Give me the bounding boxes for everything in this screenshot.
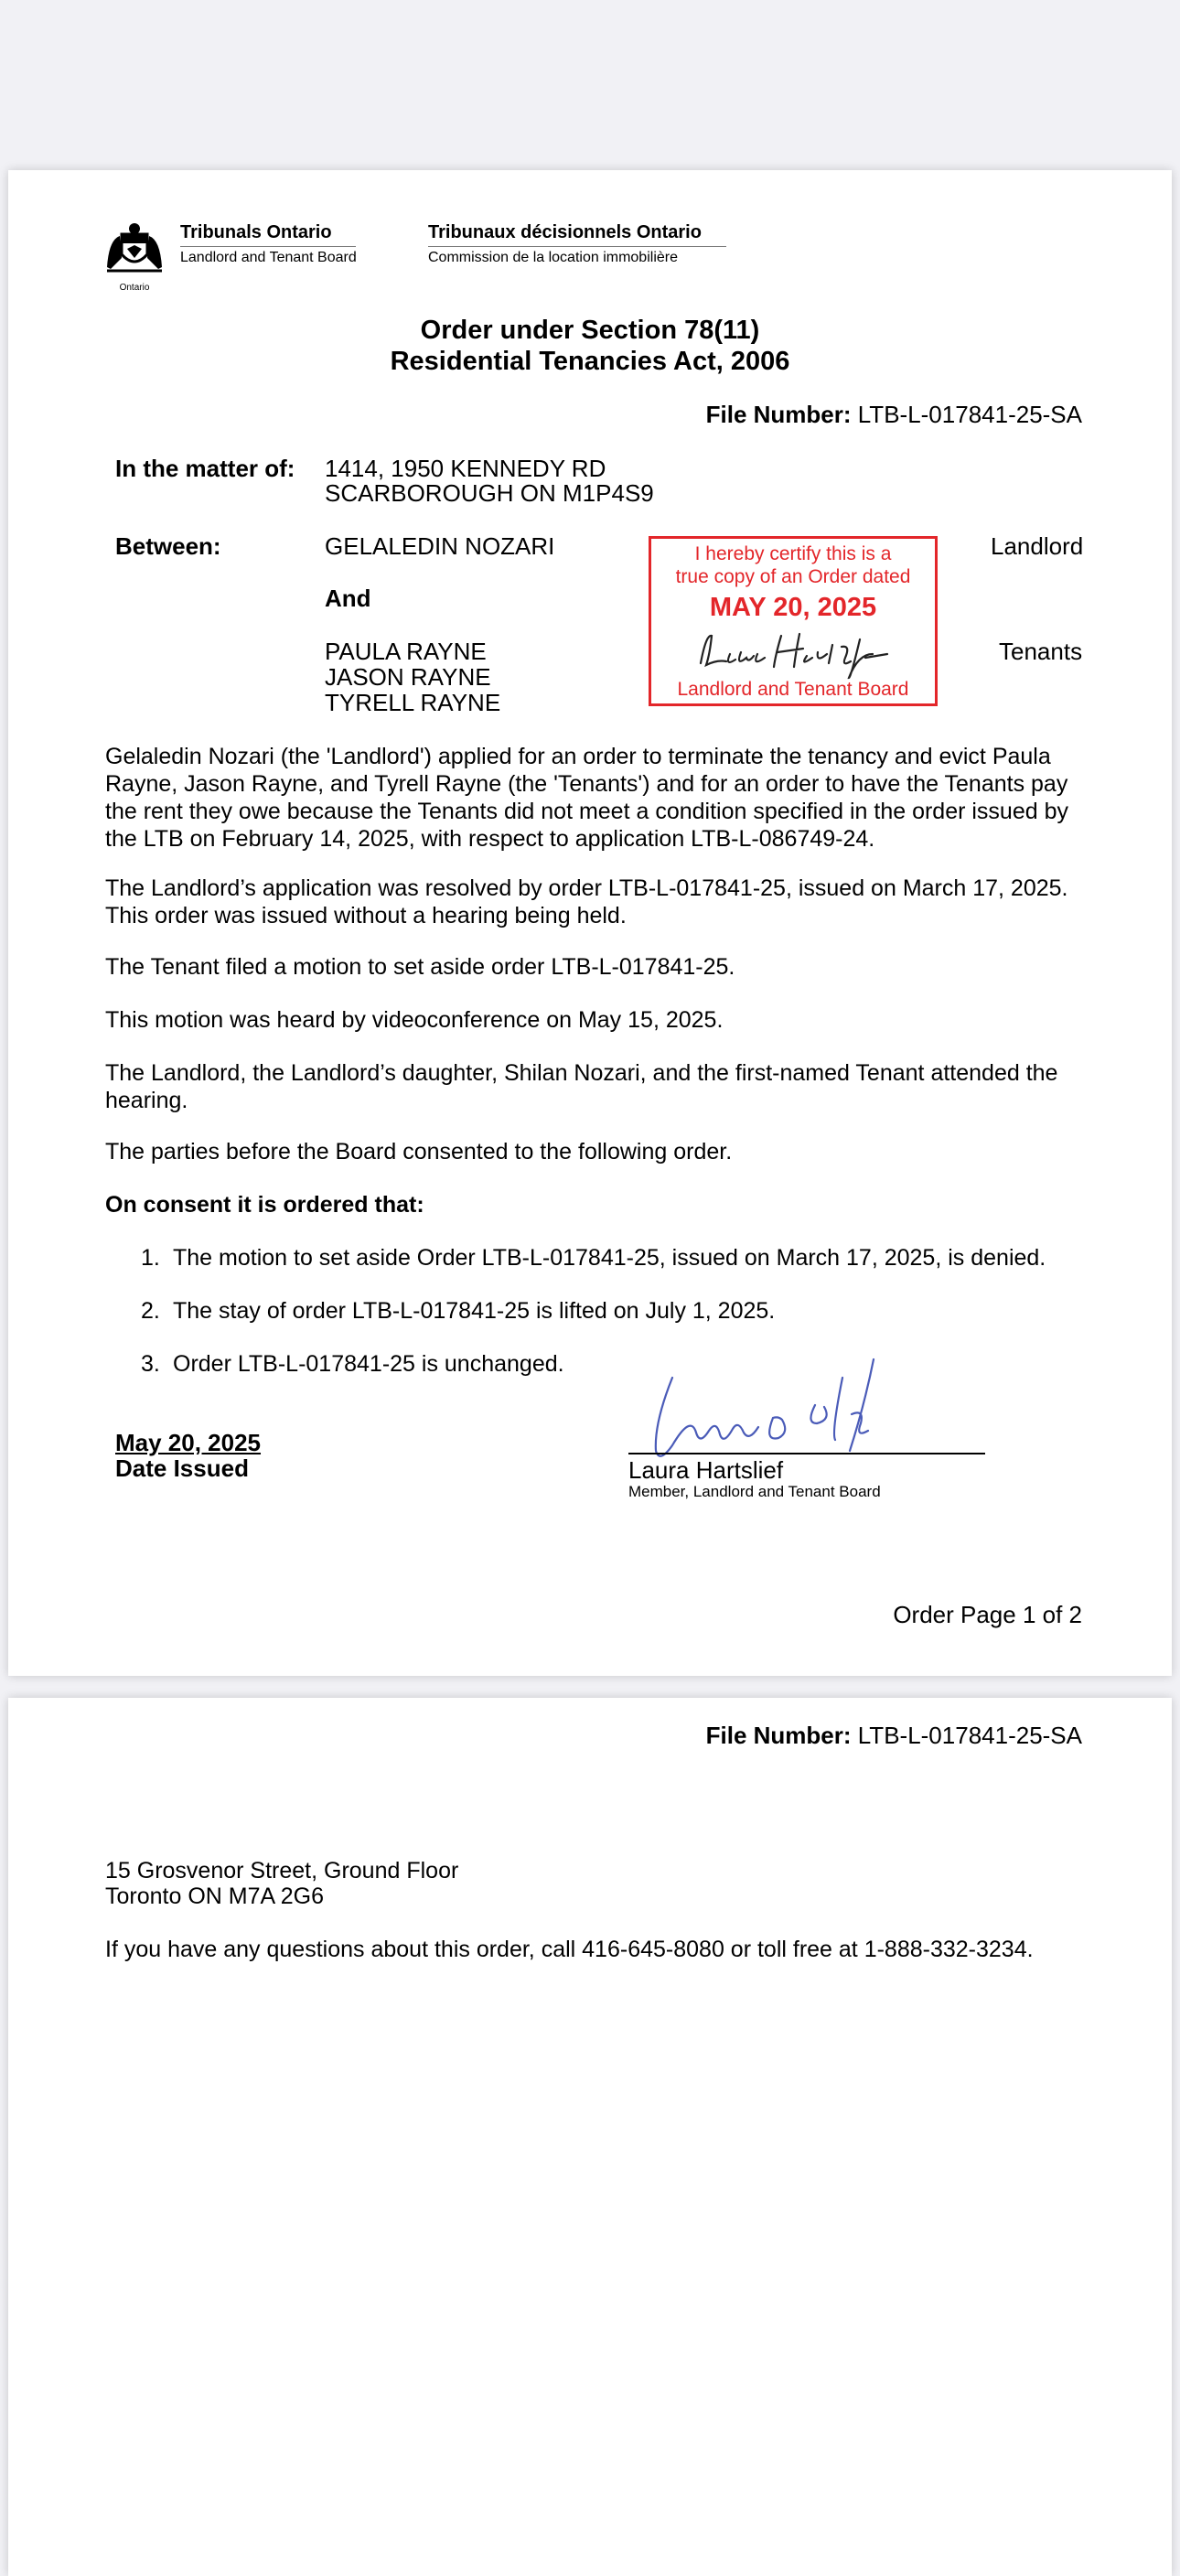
matter-label: In the matter of: [115,455,295,482]
stamp-line1: I hereby certify this is a [694,543,892,564]
order-page-2 [8,1698,1172,2576]
order-item-text: The stay of order LTB-L-017841-25 is lifted on July 1, 2025. [173,1298,776,1324]
landlord-name: GELALEDIN NOZARI [325,532,555,560]
stamp-line2: true copy of an Order dated [675,566,911,587]
file-number [706,1722,1082,1749]
consent-heading: On consent it is ordered that: [105,1192,424,1218]
stamp-footer: Landlord and Tenant Board [677,679,909,700]
member-title: Member, Landlord and Tenant Board [628,1483,881,1500]
tribunal-name-fr: Tribunaux décisionnels Ontario [428,222,702,242]
office-address-line2: Toronto ON M7A 2G6 [105,1884,325,1909]
file-number-label: File Number: [705,1722,852,1749]
tenant-name: PAULA RAYNE [325,638,487,665]
contact-paragraph: If you have any questions about this order, call 416-645-8080 or toll free at 1-888-332-3234. [105,1937,1034,1962]
office-address-line1: 15 Grosvenor Street, Ground Floor [105,1858,459,1884]
landlord-role: Landlord [991,532,1084,560]
stamp-date: MAY 20, 2025 [709,593,877,622]
file-number [706,401,1082,428]
header-rule-en [180,246,356,247]
tenant-name: TYRELL RAYNE [325,689,501,716]
member-name: Laura Hartslief [628,1456,784,1484]
order-title-line2: Residential Tenancies Act, 2006 [390,347,790,376]
stamp-text [651,542,935,588]
order-item-text: The motion to set aside Order LTB-L-017841-25, issued on March 17, 2025, is denied. [173,1245,1046,1271]
and-label: And [325,585,371,612]
attendance-paragraph: The Landlord, the Landlord’s daughter, Shilan Nozari, and the first-named Tenant attended the hearing. [105,1060,1058,1113]
hearing-paragraph: This motion was heard by videoconference on May 15, 2025. [105,1007,724,1033]
resolution-paragraph: The Landlord’s application was resolved by order LTB-L-017841-25, issued on March 17, 2025. This order was issued without a hearing being held. [105,875,1068,928]
order-title-line1: Order under Section 78(11) [420,316,760,345]
ontario-trillium-logo [103,221,166,293]
stamp-signature [690,627,902,680]
certified-true-copy-stamp [649,536,938,706]
file-number-value: LTB-L-017841-25-SA [857,401,1082,428]
issued-label: Date Issued [115,1454,249,1482]
logo-caption: Ontario [119,283,150,293]
matter-address-line1: 1414, 1950 KENNEDY RD [325,455,606,482]
between-label: Between: [115,532,221,560]
consent-paragraph: The parties before the Board consented to the following order. [105,1139,733,1165]
tenant-name: JASON RAYNE [325,663,491,691]
signature-line [628,1453,985,1454]
tribunal-sub-en: Landlord and Tenant Board [180,250,357,265]
file-number-label: File Number: [705,401,852,428]
issued-date: May 20, 2025 [115,1429,262,1456]
member-signature [636,1350,947,1469]
tenants-role: Tenants [999,638,1083,665]
file-number-value: LTB-L-017841-25-SA [857,1722,1082,1749]
tribunal-sub-fr: Commission de la location immobilière [428,250,678,265]
tribunal-name-en: Tribunals Ontario [180,222,332,242]
order-item-text: Order LTB-L-017841-25 is unchanged. [173,1351,564,1377]
order-item-number: 1. [141,1245,160,1271]
matter-address-line2: SCARBOROUGH ON M1P4S9 [325,479,654,507]
motion-paragraph: The Tenant filed a motion to set aside order LTB-L-017841-25. [105,954,735,980]
order-page-1 [8,170,1172,1676]
order-item-number: 2. [141,1298,160,1324]
order-item-number: 3. [141,1351,160,1377]
header-rule-fr [428,246,726,247]
page-footer: Order Page 1 of 2 [893,1601,1082,1628]
application-paragraph: Gelaledin Nozari (the 'Landlord') applied for an order to terminate the tenancy and evict Paula Rayne, Jason Rayne, and Tyrell Rayne (the 'Tenants') and for an order to have the Tenants pay the rent they owe because the Tenants did not meet a condition specified in the order issued by the LTB on February 14, 2025, with respect to application LTB-L-086749-24. [105,744,1068,852]
